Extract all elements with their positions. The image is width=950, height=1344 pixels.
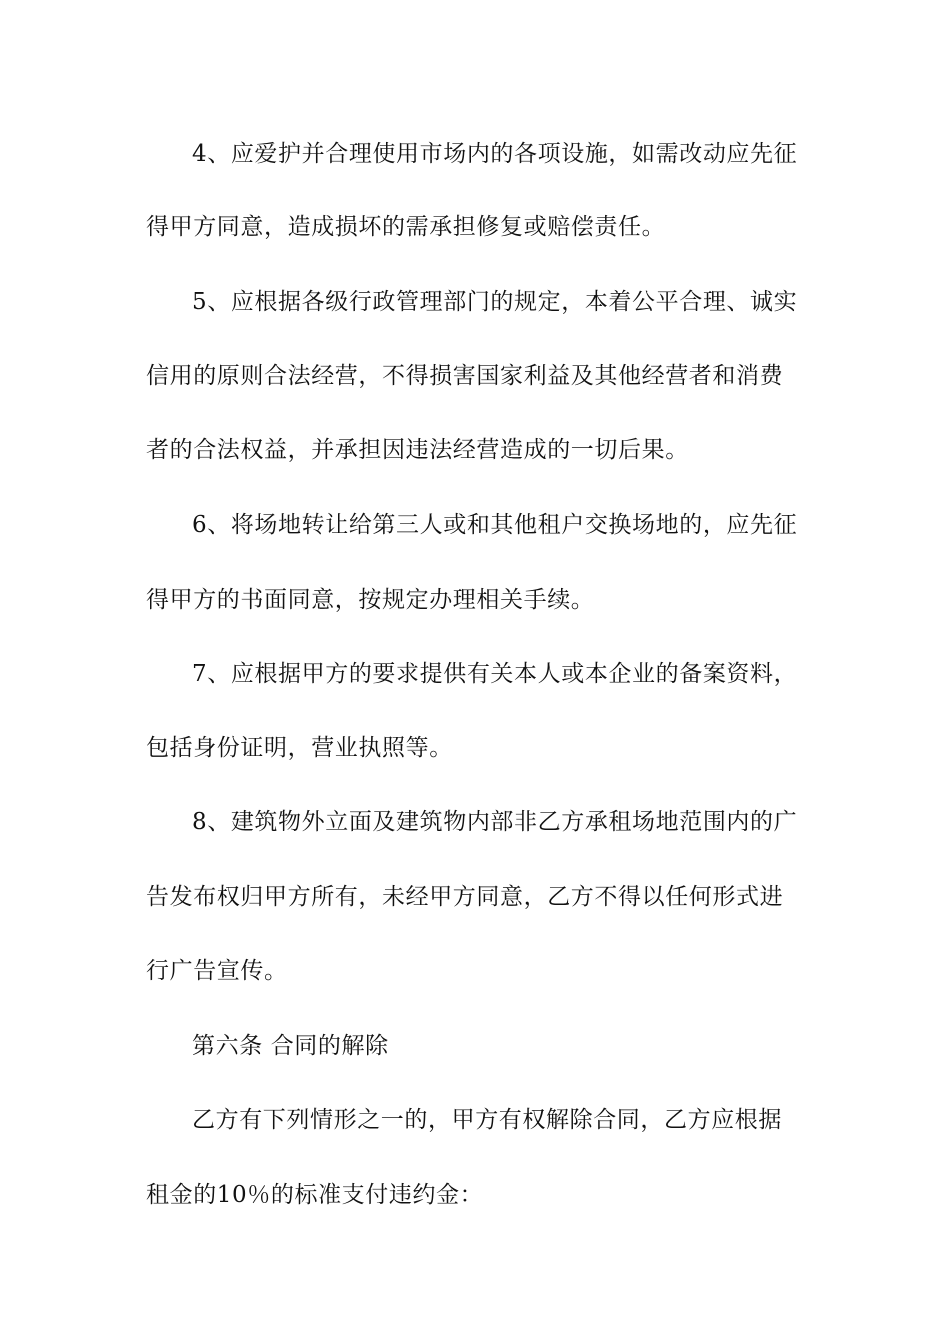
text-line: 告发布权归甲方所有，未经甲方同意，乙方不得以任何形式进	[146, 884, 784, 910]
text-line: 乙方有下列情形之一的，甲方有权解除合同，乙方应根据	[192, 1107, 782, 1133]
text-line: 6、将场地转让给第三人或和其他租户交换场地的，应先征	[192, 512, 798, 538]
text-line: 7、应根据甲方的要求提供有关本人或本企业的备案资料，	[192, 661, 798, 687]
text-line: 得甲方同意，造成损坏的需承担修复或赔偿责任。	[146, 214, 666, 240]
text-line: 行广告宣传。	[146, 958, 288, 984]
text-line: 者的合法权益，并承担因违法经营造成的一切后果。	[146, 437, 689, 463]
text-line: 得甲方的书面同意，按规定办理相关手续。	[146, 587, 595, 613]
text-line: 8、建筑物外立面及建筑物内部非乙方承租场地范围内的广	[192, 809, 798, 835]
text-line: 4、应爱护并合理使用市场内的各项设施，如需改动应先征	[192, 141, 798, 167]
text-line: 包括身份证明，营业执照等。	[146, 735, 453, 761]
text-line: 5、应根据各级行政管理部门的规定，本着公平合理、诚实	[192, 289, 798, 315]
text-line: 租金的10％的标准支付违约金：	[146, 1182, 484, 1208]
text-line: 信用的原则合法经营，不得损害国家利益及其他经营者和消费	[146, 363, 784, 389]
section-heading: 第六条 合同的解除	[192, 1033, 389, 1059]
